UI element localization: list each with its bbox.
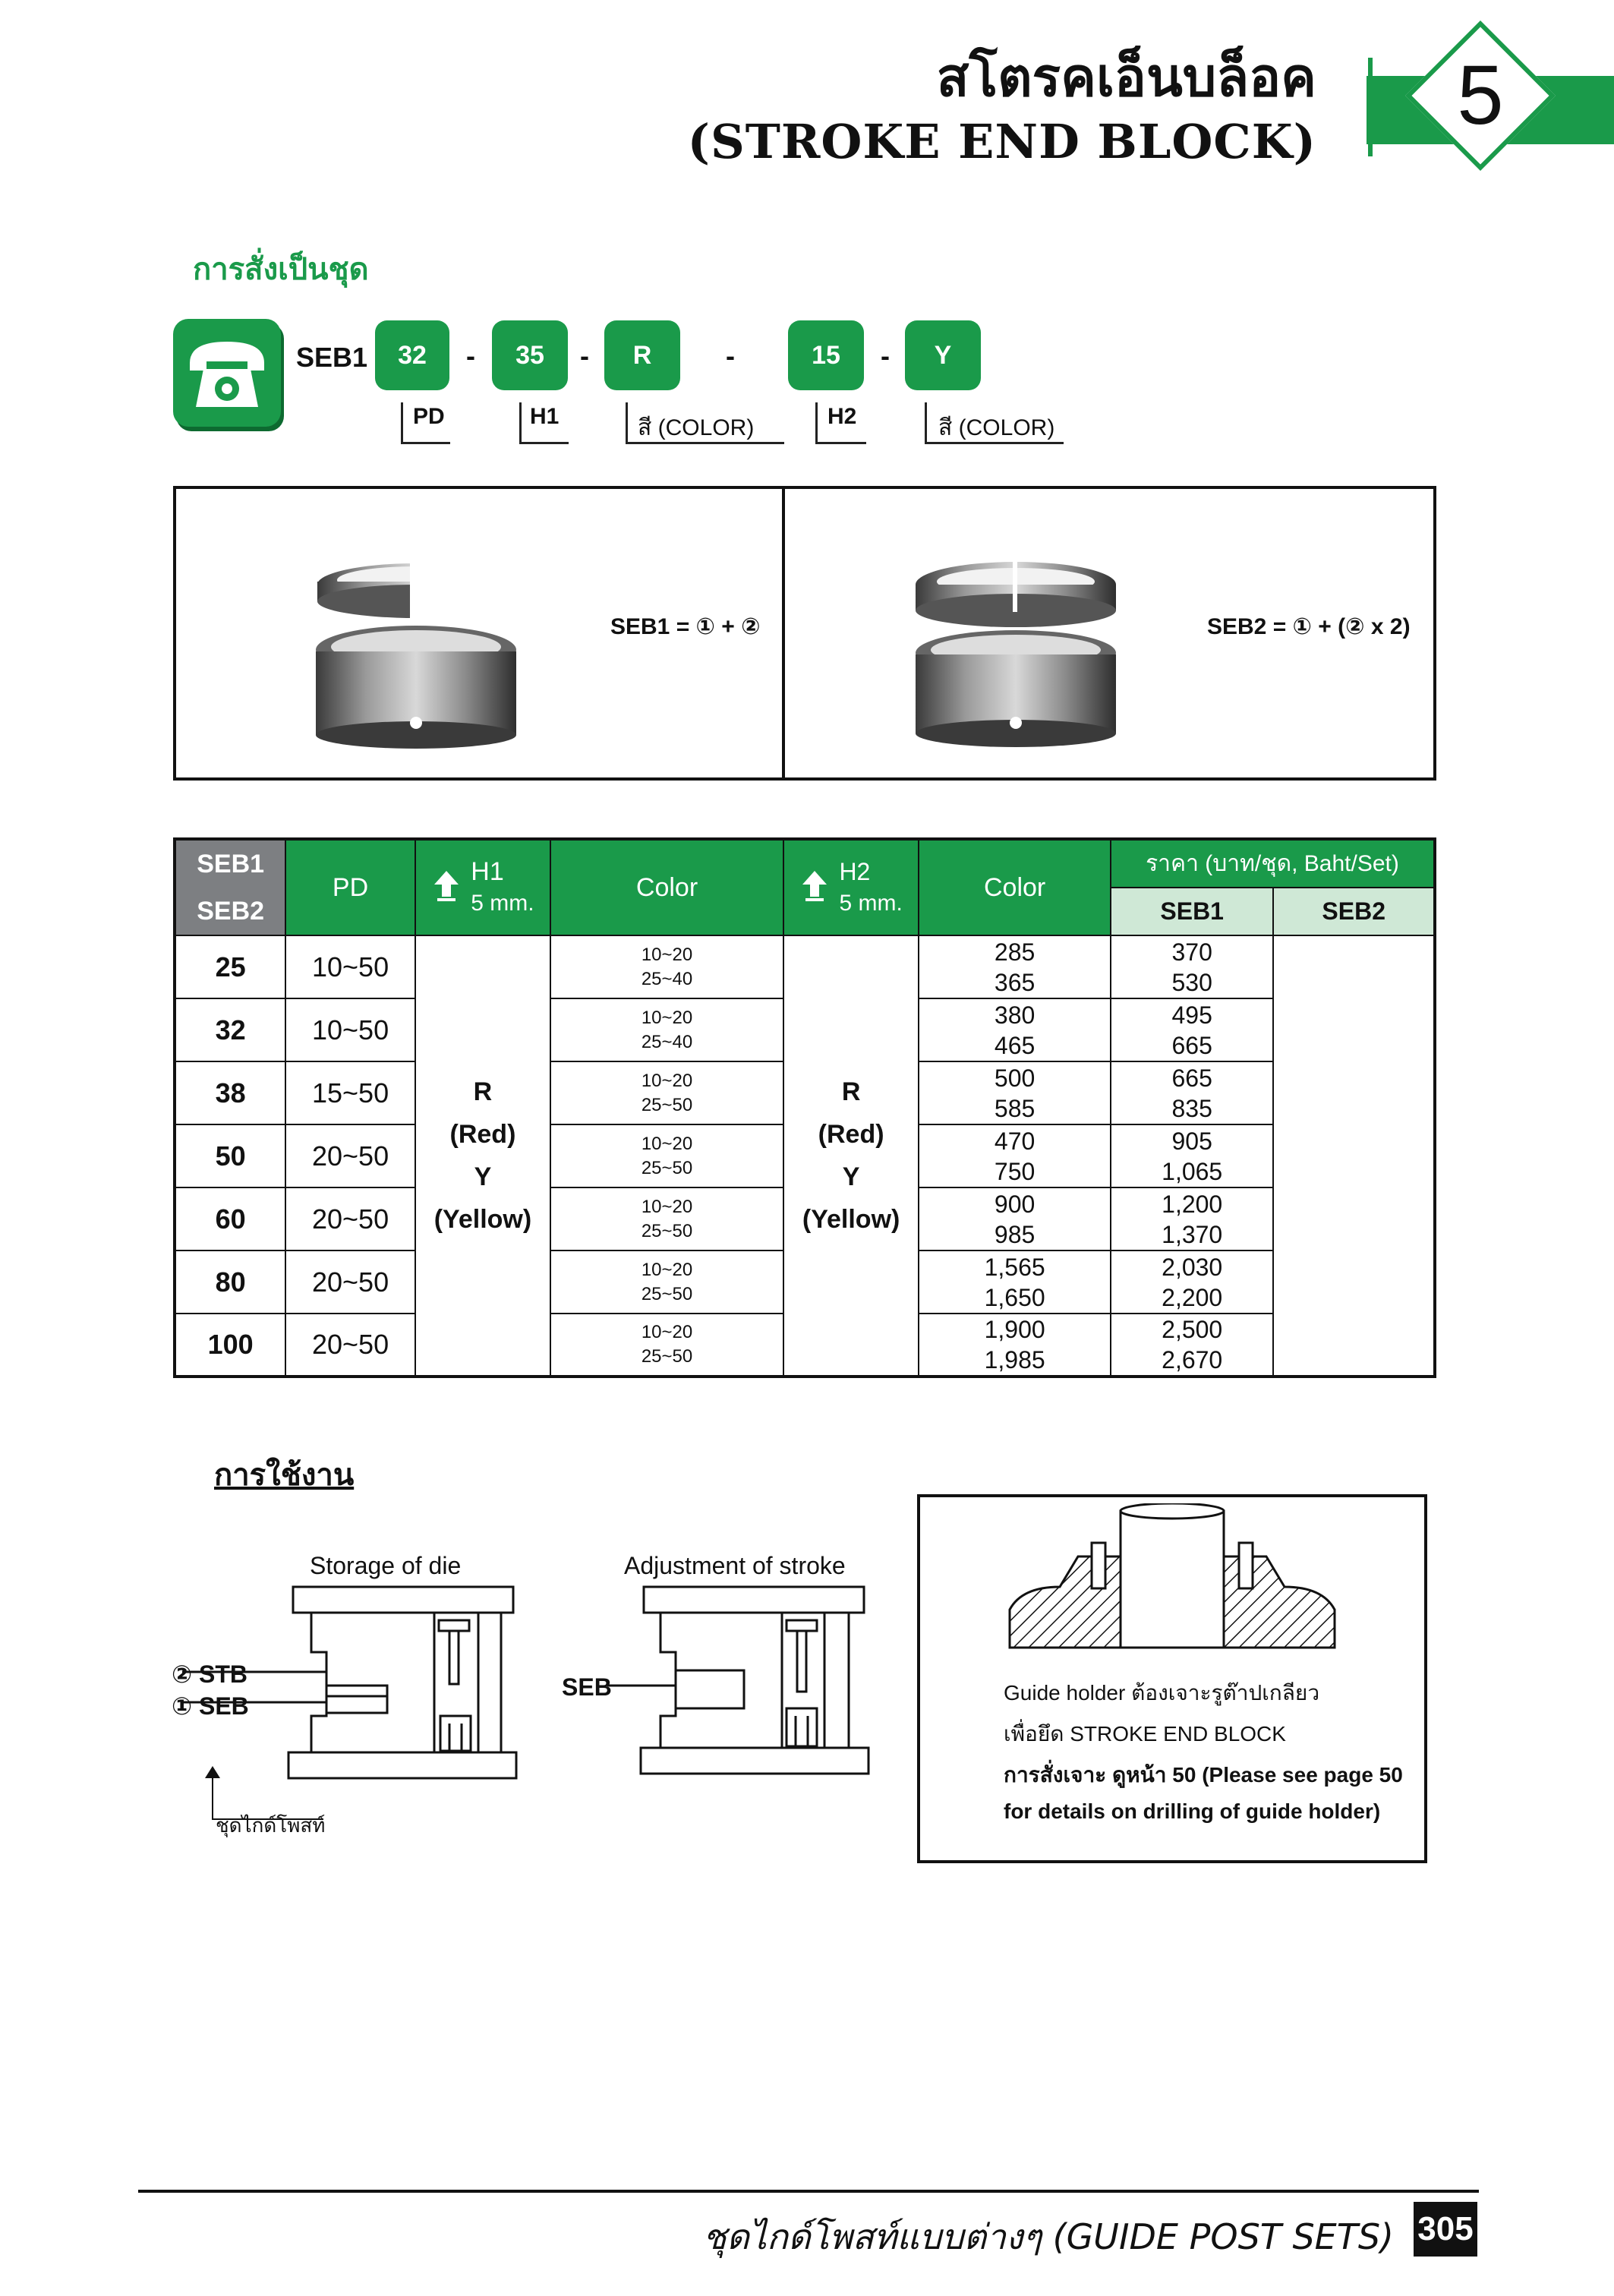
cell-h2-long: 25~50 xyxy=(641,1157,693,1178)
label-h1: H1 xyxy=(530,404,560,429)
price-seb1-long: 585 xyxy=(994,1094,1036,1122)
price-seb1-long: 1,650 xyxy=(984,1283,1045,1311)
cell-h2 xyxy=(550,1187,783,1250)
side-label-seb2: SEB2 xyxy=(197,897,265,926)
cell-h2-short: 10~20 xyxy=(641,944,693,965)
price-seb2-long: 665 xyxy=(1171,1031,1212,1059)
price-seb1-short: 380 xyxy=(994,1001,1036,1029)
price-seb2-short: 905 xyxy=(1171,1127,1212,1155)
header-h2-step: 5 mm. xyxy=(839,891,903,916)
code-dash: - xyxy=(466,340,475,371)
cell-h1: 20~50 xyxy=(285,1314,415,1377)
note-line-4: for details on drilling of guide holder) xyxy=(1004,1799,1381,1823)
cell-h2-short: 10~20 xyxy=(641,1196,693,1217)
cell-h2-short: 10~20 xyxy=(641,1070,693,1091)
cell-h2-long: 25~50 xyxy=(641,1346,693,1367)
cell-pd: 25 xyxy=(175,935,285,998)
cell-h2-long: 25~40 xyxy=(641,968,693,989)
seb1-formula: SEB1 = ① + ② xyxy=(610,614,761,639)
color-value: R xyxy=(473,1077,493,1106)
step-arrow-icon xyxy=(799,868,830,908)
cell-seb1-price xyxy=(919,1061,1111,1124)
guide-holder-diagram xyxy=(1007,1503,1338,1655)
seb-callout: SEB xyxy=(562,1673,612,1701)
order-prefix: SEB1 xyxy=(296,342,368,373)
label-h2: H2 xyxy=(827,404,857,429)
label-color1: สี (COLOR) xyxy=(638,415,755,440)
code-h1: 35 xyxy=(492,320,568,390)
note-line-1: Guide holder ต้องเจาะรูต๊าปเกลียว xyxy=(1004,1681,1320,1705)
seb2-formula: SEB2 = ① + (② x 2) xyxy=(1207,614,1411,639)
cell-seb2-price xyxy=(1111,935,1274,998)
series-side-label xyxy=(175,839,285,935)
seb1-product-image xyxy=(302,538,530,750)
label-pd: PD xyxy=(413,404,445,429)
header-price: ราคา (บาท/ชุด, Baht/Set) xyxy=(1111,839,1435,888)
note-line-3: การสั่งเจาะ ดูหน้า 50 (Please see page 50 xyxy=(1004,1763,1403,1787)
price-seb2-short: 665 xyxy=(1171,1064,1212,1092)
cell-seb2-price xyxy=(1111,1124,1274,1187)
table-row xyxy=(175,935,1435,998)
color-value: (Yellow) xyxy=(802,1205,900,1234)
cell-h2 xyxy=(550,1314,783,1377)
cell-pd: 100 xyxy=(175,1314,285,1377)
color-value: (Red) xyxy=(818,1120,884,1149)
header-h1-step: 5 mm. xyxy=(471,891,534,916)
color-value: (Yellow) xyxy=(433,1205,532,1234)
price-seb2-short: 2,500 xyxy=(1162,1316,1223,1343)
price-seb2-short: 370 xyxy=(1171,938,1212,966)
color-value: Y xyxy=(842,1162,860,1191)
cell-pd: 32 xyxy=(175,998,285,1061)
price-seb2-long: 835 xyxy=(1171,1094,1212,1122)
price-seb1-short: 900 xyxy=(994,1190,1036,1218)
header-color1: Color xyxy=(550,839,783,935)
cell-h2-long: 25~50 xyxy=(641,1094,693,1115)
price-seb1-long: 1,985 xyxy=(984,1346,1045,1374)
guide-post-label: ชุดไกด์โพสท์ xyxy=(216,1814,326,1837)
cell-h1: 10~50 xyxy=(285,998,415,1061)
cell-pd: 60 xyxy=(175,1187,285,1250)
cell-seb1-price xyxy=(919,1187,1111,1250)
color-value: (Red) xyxy=(449,1120,516,1149)
seb2-product-image xyxy=(902,538,1130,750)
color-value: Y xyxy=(474,1162,492,1191)
price-seb2-short: 1,200 xyxy=(1162,1190,1223,1218)
header-h2-label: H2 xyxy=(839,858,871,885)
header-pd: PD xyxy=(285,839,415,935)
page-number: 305 xyxy=(1414,2202,1477,2257)
cell-color1 xyxy=(415,935,550,1377)
cell-h2-long: 25~50 xyxy=(641,1220,693,1241)
cell-h1: 20~50 xyxy=(285,1250,415,1314)
cell-h2-long: 25~50 xyxy=(641,1283,693,1304)
code-h2: 15 xyxy=(788,320,864,390)
header-h2 xyxy=(783,839,919,935)
footer-text: ชุดไกด์โพสท์แบบต่างๆ (GUIDE POST SETS) xyxy=(702,2216,1394,2257)
seb-callout-numbered: ① SEB xyxy=(172,1692,249,1720)
price-seb2-long: 1,370 xyxy=(1162,1220,1223,1248)
stb-callout: ② STB xyxy=(172,1660,247,1688)
cell-h2-short: 10~20 xyxy=(641,1322,693,1342)
price-seb2-short: 2,030 xyxy=(1162,1253,1223,1281)
cell-h2-short: 10~20 xyxy=(641,1133,693,1154)
usage-section-title: การใช้งาน xyxy=(214,1457,355,1493)
side-label-seb1: SEB1 xyxy=(197,850,265,878)
price-seb2-long: 1,065 xyxy=(1162,1157,1223,1185)
price-seb1-short: 1,565 xyxy=(984,1253,1045,1281)
price-seb1-short: 500 xyxy=(994,1064,1036,1092)
code-pd: 32 xyxy=(375,320,449,390)
step-arrow-icon xyxy=(431,868,462,908)
cell-seb2-price xyxy=(1111,1187,1274,1250)
cell-h2 xyxy=(550,1124,783,1187)
price-seb2-long: 530 xyxy=(1171,968,1212,996)
header-h1 xyxy=(415,839,550,935)
cell-seb1-price xyxy=(919,998,1111,1061)
cell-seb1-price xyxy=(919,935,1111,998)
price-seb1-short: 470 xyxy=(994,1127,1036,1155)
cell-seb2-price xyxy=(1111,1061,1274,1124)
cell-seb1-price xyxy=(919,1314,1111,1377)
footer-rule xyxy=(138,2190,1479,2193)
price-seb1-long: 750 xyxy=(994,1157,1036,1185)
price-seb1-short: 1,900 xyxy=(984,1316,1045,1343)
product-divider xyxy=(782,486,785,781)
cell-h2-long: 25~40 xyxy=(641,1031,693,1052)
page-title-thai: สโตรคเอ็นบล็อค xyxy=(936,46,1316,109)
price-seb1-long: 985 xyxy=(994,1220,1036,1248)
header-color2: Color xyxy=(919,839,1111,935)
cell-h2-short: 10~20 xyxy=(641,1007,693,1028)
cell-seb1-price xyxy=(919,1124,1111,1187)
cell-h1: 10~50 xyxy=(285,935,415,998)
cell-pd: 80 xyxy=(175,1250,285,1314)
cell-h2 xyxy=(550,1061,783,1124)
order-section-title: การสั่งเป็นชุด xyxy=(193,252,369,287)
cell-seb2-price xyxy=(1111,1314,1274,1377)
note-line-2: เพื่อยึด STROKE END BLOCK xyxy=(1004,1722,1286,1746)
cell-h2 xyxy=(550,935,783,998)
price-seb2-long: 2,670 xyxy=(1162,1346,1223,1374)
cell-h1: 20~50 xyxy=(285,1124,415,1187)
code-color2: Y xyxy=(905,320,981,390)
phone-icon xyxy=(173,319,281,427)
cell-seb2-price xyxy=(1111,998,1274,1061)
code-dash: - xyxy=(726,340,735,371)
color-value: R xyxy=(841,1077,861,1106)
storage-label: Storage of die xyxy=(310,1552,462,1579)
price-seb1-long: 465 xyxy=(994,1031,1036,1059)
cell-h2 xyxy=(550,998,783,1061)
cell-seb1-price xyxy=(919,1250,1111,1314)
code-dash: - xyxy=(881,340,890,371)
code-color1: R xyxy=(604,320,680,390)
label-color2: สี (COLOR) xyxy=(938,415,1055,440)
price-seb2-long: 2,200 xyxy=(1162,1283,1223,1311)
adjust-label: Adjustment of stroke xyxy=(624,1552,846,1579)
header-seb2-price: SEB2 xyxy=(1273,888,1435,936)
cell-h1: 15~50 xyxy=(285,1061,415,1124)
code-dash: - xyxy=(580,340,589,371)
chapter-number: 5 xyxy=(1457,49,1504,142)
usage-diagram xyxy=(182,1579,911,1837)
price-seb2-short: 495 xyxy=(1171,1001,1212,1029)
header-seb1-price: SEB1 xyxy=(1111,888,1274,936)
price-seb1-short: 285 xyxy=(994,938,1036,966)
cell-h1: 20~50 xyxy=(285,1187,415,1250)
cell-pd: 50 xyxy=(175,1124,285,1187)
cell-color2 xyxy=(783,935,919,1377)
cell-pd: 38 xyxy=(175,1061,285,1124)
header-h1-label: H1 xyxy=(471,857,504,886)
cell-h2-short: 10~20 xyxy=(641,1259,693,1280)
cell-h2 xyxy=(550,1250,783,1314)
price-seb1-long: 365 xyxy=(994,968,1036,996)
cell-seb2-price xyxy=(1111,1250,1274,1314)
page-title-english: (STROKE END BLOCK) xyxy=(687,114,1316,169)
price-table xyxy=(173,837,1436,1378)
